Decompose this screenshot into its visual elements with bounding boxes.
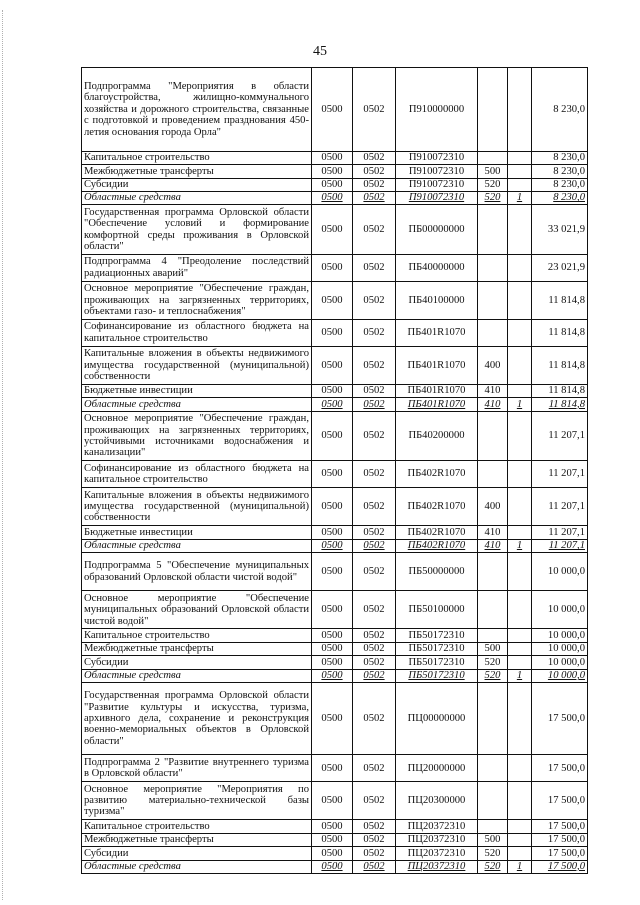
row-target-article-cell: ПЦ20300000 <box>396 782 478 820</box>
row-subsection-cell: 0502 <box>353 847 396 860</box>
row-expense-type-cell <box>478 683 508 755</box>
row-target-article-cell: ПБ50172310 <box>396 629 478 642</box>
row-target-article-cell: ПБ401R1070 <box>396 319 478 346</box>
row-subsection-cell: 0502 <box>353 461 396 488</box>
row-section-cell: 0500 <box>312 488 353 526</box>
row-subsection-cell: 0502 <box>353 782 396 820</box>
row-expense-type-cell <box>478 281 508 319</box>
row-name-cell: Основное мероприятие "Обеспечение граждан, проживающих на загрязненных территориях, объектами газо- и теплоснабжения" <box>82 281 312 319</box>
row-name-cell: Областные средства <box>82 191 312 204</box>
row-target-article-cell: П910072310 <box>396 151 478 164</box>
row-amount-cell: 17 500,0 <box>532 755 588 782</box>
row-target-article-cell: ПЦ20372310 <box>396 860 478 873</box>
row-expense-type-cell: 410 <box>478 539 508 552</box>
row-amount-cell: 11 207,1 <box>532 411 588 461</box>
row-source-cell <box>508 205 532 255</box>
row-amount-cell: 10 000,0 <box>532 669 588 682</box>
row-source-cell <box>508 461 532 488</box>
row-section-cell: 0500 <box>312 669 353 682</box>
row-source-cell <box>508 526 532 539</box>
table-row <box>82 205 588 255</box>
row-amount-cell: 17 500,0 <box>532 833 588 846</box>
table-row <box>82 755 588 782</box>
row-target-article-cell: ПБ401R1070 <box>396 384 478 397</box>
row-expense-type-cell <box>478 591 508 629</box>
row-target-article-cell: ПЦ20372310 <box>396 833 478 846</box>
row-amount-cell: 11 207,1 <box>532 539 588 552</box>
row-amount-cell: 8 230,0 <box>532 68 588 152</box>
row-subsection-cell: 0502 <box>353 398 396 411</box>
table-row <box>82 642 588 655</box>
row-amount-cell: 33 021,9 <box>532 205 588 255</box>
table-row <box>82 820 588 833</box>
table-row <box>82 281 588 319</box>
table-row <box>82 346 588 384</box>
page-number: 45 <box>313 44 327 59</box>
row-expense-type-cell <box>478 254 508 281</box>
row-name-cell: Капитальные вложения в объекты недвижимого имущества государственной (муниципальной) собственности <box>82 488 312 526</box>
row-source-cell: 1 <box>508 860 532 873</box>
row-source-cell <box>508 151 532 164</box>
row-section-cell: 0500 <box>312 254 353 281</box>
row-subsection-cell: 0502 <box>353 411 396 461</box>
row-target-article-cell: П910072310 <box>396 191 478 204</box>
row-name-cell: Подпрограмма "Мероприятия в области благоустройства, жилищно-коммунального хозяйства и дорожного строительства, связанные с подготовкой и проведением празднования 450-летия основания города Орла" <box>82 68 312 152</box>
row-section-cell: 0500 <box>312 683 353 755</box>
row-name-cell: Капитальное строительство <box>82 151 312 164</box>
row-expense-type-cell: 520 <box>478 860 508 873</box>
row-name-cell: Государственная программа Орловской области "Обеспечение условий и формирование комфортной среды проживания в Орловской области" <box>82 205 312 255</box>
row-section-cell: 0500 <box>312 847 353 860</box>
row-expense-type-cell <box>478 151 508 164</box>
row-expense-type-cell: 410 <box>478 398 508 411</box>
row-amount-cell: 11 207,1 <box>532 526 588 539</box>
row-subsection-cell: 0502 <box>353 820 396 833</box>
row-amount-cell: 10 000,0 <box>532 553 588 591</box>
row-source-cell <box>508 553 532 591</box>
row-subsection-cell: 0502 <box>353 656 396 669</box>
row-name-cell: Подпрограмма 2 "Развитие внутреннего туризма в Орловской области" <box>82 755 312 782</box>
table-row <box>82 526 588 539</box>
table-row <box>82 68 588 152</box>
row-amount-cell: 8 230,0 <box>532 165 588 178</box>
row-source-cell: 1 <box>508 539 532 552</box>
row-target-article-cell: ПБ50172310 <box>396 642 478 655</box>
row-amount-cell: 17 500,0 <box>532 860 588 873</box>
row-expense-type-cell <box>478 411 508 461</box>
row-name-cell: Софинансирование из областного бюджета на капитальное строительство <box>82 319 312 346</box>
row-section-cell: 0500 <box>312 398 353 411</box>
row-amount-cell: 8 230,0 <box>532 191 588 204</box>
row-amount-cell: 11 814,8 <box>532 384 588 397</box>
row-subsection-cell: 0502 <box>353 553 396 591</box>
row-name-cell: Областные средства <box>82 669 312 682</box>
table-row <box>82 591 588 629</box>
row-expense-type-cell: 520 <box>478 669 508 682</box>
row-target-article-cell: П910000000 <box>396 68 478 152</box>
row-section-cell: 0500 <box>312 755 353 782</box>
row-section-cell: 0500 <box>312 191 353 204</box>
row-name-cell: Субсидии <box>82 656 312 669</box>
row-section-cell: 0500 <box>312 461 353 488</box>
table-row <box>82 847 588 860</box>
table-row <box>82 254 588 281</box>
row-name-cell: Областные средства <box>82 539 312 552</box>
row-section-cell: 0500 <box>312 833 353 846</box>
row-target-article-cell: ПБ40200000 <box>396 411 478 461</box>
row-source-cell <box>508 847 532 860</box>
row-section-cell: 0500 <box>312 782 353 820</box>
row-expense-type-cell: 520 <box>478 191 508 204</box>
row-source-cell <box>508 346 532 384</box>
row-subsection-cell: 0502 <box>353 254 396 281</box>
row-subsection-cell: 0502 <box>353 591 396 629</box>
row-section-cell: 0500 <box>312 205 353 255</box>
row-expense-type-cell <box>478 68 508 152</box>
row-expense-type-cell: 410 <box>478 526 508 539</box>
row-target-article-cell: ПЦ20000000 <box>396 755 478 782</box>
row-target-article-cell: ПБ402R1070 <box>396 488 478 526</box>
row-subsection-cell: 0502 <box>353 833 396 846</box>
row-target-article-cell: ПБ50100000 <box>396 591 478 629</box>
row-amount-cell: 10 000,0 <box>532 642 588 655</box>
row-section-cell: 0500 <box>312 642 353 655</box>
table-row <box>82 165 588 178</box>
row-section-cell: 0500 <box>312 281 353 319</box>
row-amount-cell: 11 814,8 <box>532 281 588 319</box>
row-subsection-cell: 0502 <box>353 165 396 178</box>
row-target-article-cell: ПБ40100000 <box>396 281 478 319</box>
table-row <box>82 833 588 846</box>
row-target-article-cell: ПБ50172310 <box>396 669 478 682</box>
row-target-article-cell: ПБ00000000 <box>396 205 478 255</box>
row-name-cell: Подпрограмма 5 "Обеспечение муниципальных образований Орловской области чистой водой" <box>82 553 312 591</box>
row-source-cell <box>508 281 532 319</box>
row-name-cell: Субсидии <box>82 847 312 860</box>
row-subsection-cell: 0502 <box>353 205 396 255</box>
row-expense-type-cell: 400 <box>478 346 508 384</box>
row-expense-type-cell <box>478 205 508 255</box>
row-amount-cell: 8 230,0 <box>532 178 588 191</box>
row-source-cell <box>508 384 532 397</box>
row-name-cell: Основное мероприятие "Обеспечение граждан, проживающих на загрязненных территориях, устойчивыми источниками водоснабжения и канализации" <box>82 411 312 461</box>
row-name-cell: Основное мероприятие "Мероприятия по развитию материально-технической базы туризма" <box>82 782 312 820</box>
table-row <box>82 656 588 669</box>
row-source-cell <box>508 68 532 152</box>
row-expense-type-cell <box>478 820 508 833</box>
row-expense-type-cell <box>478 755 508 782</box>
table-row <box>82 488 588 526</box>
row-target-article-cell: П910072310 <box>396 165 478 178</box>
row-source-cell: 1 <box>508 669 532 682</box>
row-source-cell <box>508 755 532 782</box>
row-subsection-cell: 0502 <box>353 319 396 346</box>
row-subsection-cell: 0502 <box>353 526 396 539</box>
row-source-cell <box>508 488 532 526</box>
table-row <box>82 151 588 164</box>
row-subsection-cell: 0502 <box>353 68 396 152</box>
row-amount-cell: 17 500,0 <box>532 683 588 755</box>
row-subsection-cell: 0502 <box>353 683 396 755</box>
row-amount-cell: 11 207,1 <box>532 461 588 488</box>
row-section-cell: 0500 <box>312 656 353 669</box>
row-subsection-cell: 0502 <box>353 178 396 191</box>
row-source-cell <box>508 629 532 642</box>
row-subsection-cell: 0502 <box>353 669 396 682</box>
row-amount-cell: 17 500,0 <box>532 820 588 833</box>
row-subsection-cell: 0502 <box>353 191 396 204</box>
row-subsection-cell: 0502 <box>353 860 396 873</box>
row-name-cell: Бюджетные инвестиции <box>82 384 312 397</box>
row-expense-type-cell <box>478 629 508 642</box>
row-source-cell <box>508 254 532 281</box>
row-amount-cell: 11 814,8 <box>532 398 588 411</box>
row-source-cell <box>508 782 532 820</box>
row-target-article-cell: ПЦ20372310 <box>396 847 478 860</box>
row-amount-cell: 8 230,0 <box>532 151 588 164</box>
table-row <box>82 553 588 591</box>
row-section-cell: 0500 <box>312 629 353 642</box>
row-section-cell: 0500 <box>312 178 353 191</box>
row-source-cell <box>508 820 532 833</box>
row-expense-type-cell <box>478 461 508 488</box>
row-section-cell: 0500 <box>312 591 353 629</box>
row-source-cell <box>508 642 532 655</box>
row-name-cell: Софинансирование из областного бюджета на капитальное строительство <box>82 461 312 488</box>
row-subsection-cell: 0502 <box>353 281 396 319</box>
row-expense-type-cell: 400 <box>478 488 508 526</box>
table-row <box>82 411 588 461</box>
row-name-cell: Государственная программа Орловской области "Развитие культуры и искусства, туризма, архивного дела, сохранение и реконструкция военно-мемориальных объектов в Орловской области" <box>82 683 312 755</box>
row-source-cell: 1 <box>508 398 532 411</box>
row-subsection-cell: 0502 <box>353 384 396 397</box>
table-row <box>82 782 588 820</box>
row-name-cell: Субсидии <box>82 178 312 191</box>
row-source-cell <box>508 683 532 755</box>
row-source-cell <box>508 591 532 629</box>
row-target-article-cell: ПБ402R1070 <box>396 461 478 488</box>
row-name-cell: Межбюджетные трансферты <box>82 165 312 178</box>
row-amount-cell: 11 207,1 <box>532 488 588 526</box>
row-expense-type-cell <box>478 782 508 820</box>
row-target-article-cell: ПЦ00000000 <box>396 683 478 755</box>
row-target-article-cell: ПБ40000000 <box>396 254 478 281</box>
row-section-cell: 0500 <box>312 860 353 873</box>
row-target-article-cell: ПБ50000000 <box>396 553 478 591</box>
row-name-cell: Областные средства <box>82 860 312 873</box>
row-name-cell: Основное мероприятие "Обеспечение муниципальных образований Орловской области чистой водой" <box>82 591 312 629</box>
row-expense-type-cell: 520 <box>478 178 508 191</box>
table-row <box>82 860 588 873</box>
row-source-cell: 1 <box>508 191 532 204</box>
row-amount-cell: 10 000,0 <box>532 656 588 669</box>
budget-table <box>81 67 588 874</box>
row-section-cell: 0500 <box>312 165 353 178</box>
row-section-cell: 0500 <box>312 553 353 591</box>
row-name-cell: Капитальное строительство <box>82 820 312 833</box>
row-subsection-cell: 0502 <box>353 539 396 552</box>
row-section-cell: 0500 <box>312 820 353 833</box>
row-expense-type-cell: 410 <box>478 384 508 397</box>
budget-table-body <box>82 68 588 874</box>
row-expense-type-cell <box>478 553 508 591</box>
row-target-article-cell: П910072310 <box>396 178 478 191</box>
row-expense-type-cell: 500 <box>478 833 508 846</box>
row-expense-type-cell: 500 <box>478 165 508 178</box>
row-amount-cell: 10 000,0 <box>532 591 588 629</box>
row-amount-cell: 10 000,0 <box>532 629 588 642</box>
row-target-article-cell: ПБ401R1070 <box>396 346 478 384</box>
table-row <box>82 384 588 397</box>
row-target-article-cell: ПЦ20372310 <box>396 820 478 833</box>
row-subsection-cell: 0502 <box>353 488 396 526</box>
scan-edge-marks <box>2 10 9 900</box>
row-amount-cell: 17 500,0 <box>532 782 588 820</box>
row-target-article-cell: ПБ402R1070 <box>396 539 478 552</box>
row-section-cell: 0500 <box>312 384 353 397</box>
row-name-cell: Областные средства <box>82 398 312 411</box>
row-expense-type-cell <box>478 319 508 346</box>
row-amount-cell: 23 021,9 <box>532 254 588 281</box>
row-target-article-cell: ПБ402R1070 <box>396 526 478 539</box>
table-row <box>82 319 588 346</box>
row-target-article-cell: ПБ401R1070 <box>396 398 478 411</box>
row-section-cell: 0500 <box>312 319 353 346</box>
table-row <box>82 398 588 411</box>
table-row <box>82 461 588 488</box>
row-name-cell: Бюджетные инвестиции <box>82 526 312 539</box>
table-row <box>82 191 588 204</box>
row-expense-type-cell: 520 <box>478 656 508 669</box>
row-source-cell <box>508 656 532 669</box>
row-section-cell: 0500 <box>312 151 353 164</box>
row-name-cell: Капитальные вложения в объекты недвижимого имущества государственной (муниципальной) собственности <box>82 346 312 384</box>
row-subsection-cell: 0502 <box>353 151 396 164</box>
row-name-cell: Межбюджетные трансферты <box>82 833 312 846</box>
row-section-cell: 0500 <box>312 539 353 552</box>
row-subsection-cell: 0502 <box>353 755 396 782</box>
table-row <box>82 629 588 642</box>
row-amount-cell: 11 814,8 <box>532 346 588 384</box>
row-source-cell <box>508 411 532 461</box>
row-name-cell: Капитальное строительство <box>82 629 312 642</box>
row-subsection-cell: 0502 <box>353 642 396 655</box>
table-row <box>82 539 588 552</box>
row-section-cell: 0500 <box>312 346 353 384</box>
row-section-cell: 0500 <box>312 68 353 152</box>
row-amount-cell: 11 814,8 <box>532 319 588 346</box>
row-expense-type-cell: 500 <box>478 642 508 655</box>
row-subsection-cell: 0502 <box>353 629 396 642</box>
row-name-cell: Межбюджетные трансферты <box>82 642 312 655</box>
table-row <box>82 683 588 755</box>
row-expense-type-cell: 520 <box>478 847 508 860</box>
row-source-cell <box>508 165 532 178</box>
row-amount-cell: 17 500,0 <box>532 847 588 860</box>
row-section-cell: 0500 <box>312 526 353 539</box>
row-name-cell: Подпрограмма 4 "Преодоление последствий радиационных аварий" <box>82 254 312 281</box>
row-source-cell <box>508 833 532 846</box>
table-row <box>82 669 588 682</box>
row-section-cell: 0500 <box>312 411 353 461</box>
row-target-article-cell: ПБ50172310 <box>396 656 478 669</box>
row-subsection-cell: 0502 <box>353 346 396 384</box>
row-source-cell <box>508 319 532 346</box>
table-row <box>82 178 588 191</box>
row-source-cell <box>508 178 532 191</box>
